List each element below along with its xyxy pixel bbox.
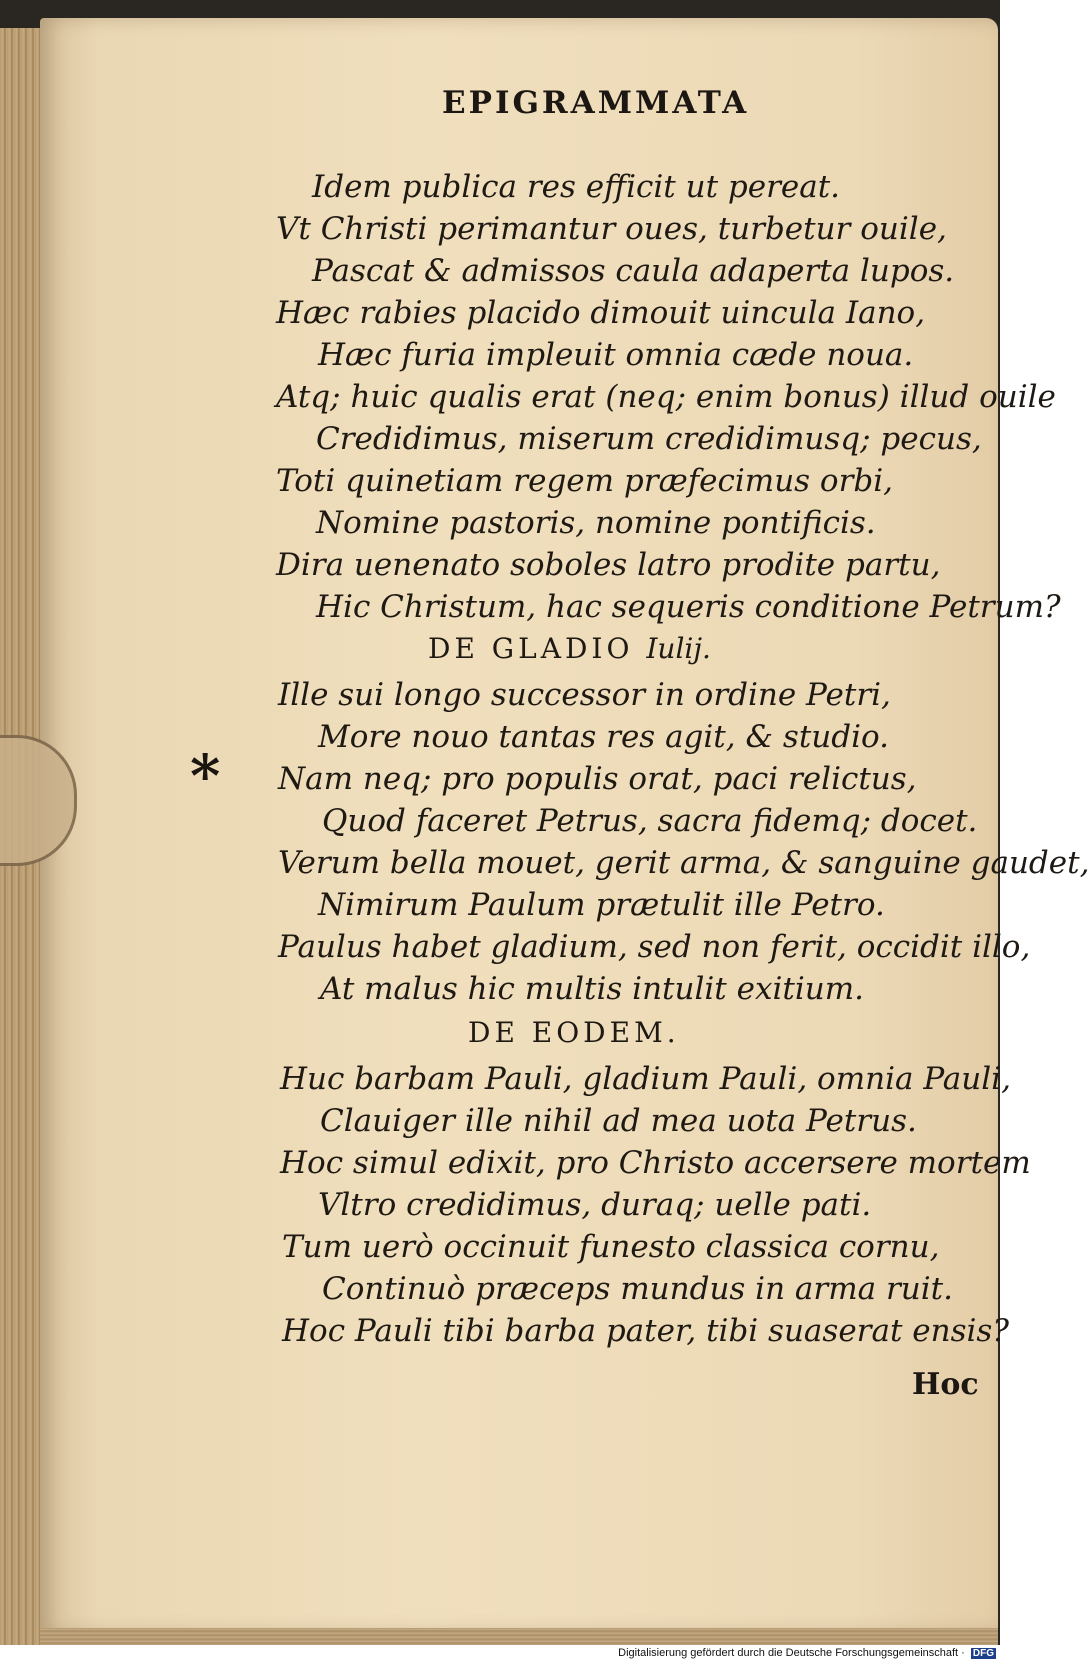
verse-line: Hoc simul edixit, pro Christo accersere mortem	[280, 1145, 1031, 1181]
running-head: EPIGRAMMATA	[442, 85, 750, 121]
verse-line: Hic Christum, hac sequeris conditione Petrum?	[316, 589, 1061, 625]
verse-line: Clauiger ille nihil ad mea uota Petrus.	[320, 1103, 917, 1139]
verse-line: Dira uenenato soboles latro prodite partu,	[276, 547, 941, 583]
verse-line: Pascat & admissos caula adaperta lupos.	[312, 253, 955, 289]
footer-credit-text: Digitalisierung gefördert durch die Deutsche Forschungsgemeinschaft ·	[618, 1647, 965, 1659]
dfg-logo: DFG	[972, 1648, 994, 1659]
verse-line: Ille sui longo successor in ordine Petri,	[278, 677, 891, 713]
section-heading-de-gladio	[428, 632, 711, 665]
verse-line: Huc barbam Pauli, gladium Pauli, omnia Pauli,	[280, 1061, 1011, 1097]
verse-line: Vltro credidimus, duraq; uelle pati.	[318, 1187, 872, 1223]
verse-line: Nimirum Paulum prætulit ille Petro.	[318, 887, 885, 923]
verse-line: Hæc rabies placido dimouit uincula Iano,	[276, 295, 926, 331]
section-heading-de-eodem: DE EODEM.	[468, 1016, 680, 1049]
margin-asterisk: *	[190, 742, 221, 810]
catchword: Hoc	[912, 1367, 979, 1402]
verse-line: Hæc furia impleuit omnia cæde noua.	[318, 337, 914, 373]
verse-line: Credidimus, miserum credidimusq; pecus,	[316, 421, 982, 457]
verse-line: Quod faceret Petrus, sacra fidemq; docet.	[322, 803, 978, 839]
verse-line: Hoc Pauli tibi barba pater, tibi suaserat ensis?	[282, 1313, 1009, 1349]
verse-line: Verum bella mouet, gerit arma, & sanguine gaudet,	[278, 845, 1089, 881]
verse-line: Paulus habet gladium, sed non ferit, occidit illo,	[278, 929, 1031, 965]
heading-rest: Iulij.	[646, 632, 711, 665]
verse-line: Nomine pastoris, nomine pontificis.	[316, 505, 876, 541]
page-bottom-edge	[40, 1628, 998, 1645]
verse-line: At malus hic multis intulit exitium.	[320, 971, 864, 1007]
verse-line: Continuò præceps mundus in arma ruit.	[322, 1271, 953, 1307]
verse-line: Atq; huic qualis erat (neq; enim bonus) illud ouile	[276, 379, 1056, 415]
verse-line: Toti quinetiam regem præfecimus orbi,	[276, 463, 894, 499]
verse-line: Tum uerò occinuit funesto classica cornu,	[282, 1229, 940, 1265]
verse-line: Nam neq; pro populis orat, paci relictus,	[278, 761, 917, 797]
verse-line: Idem publica res efficit ut pereat.	[312, 169, 841, 205]
footer-credit	[618, 1647, 996, 1659]
verse-line: Vt Christi perimantur oues, turbetur ouile,	[276, 211, 947, 247]
verse-line: More nouo tantas res agit, & studio.	[318, 719, 889, 755]
heading-caps: DE GLADIO	[428, 632, 634, 665]
